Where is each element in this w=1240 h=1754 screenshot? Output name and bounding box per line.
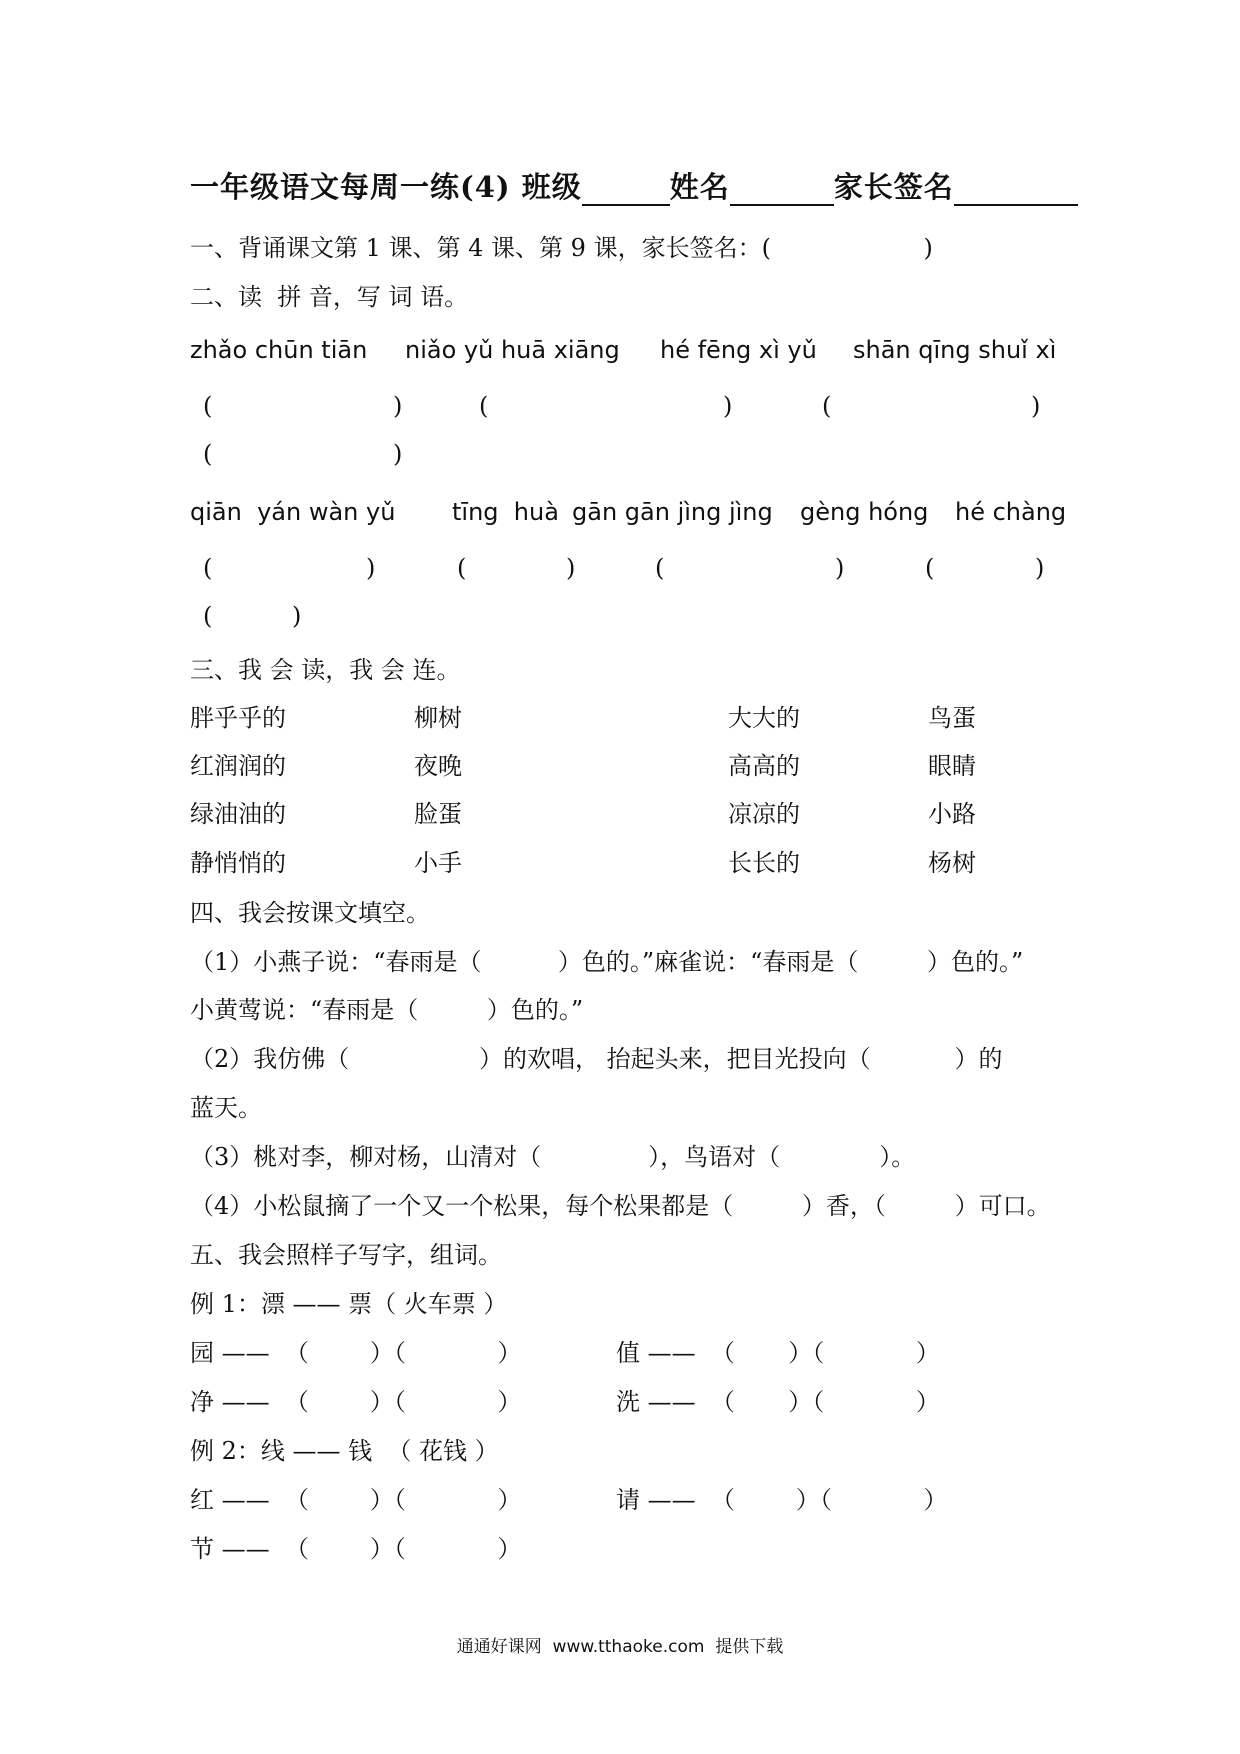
name-blank[interactable]	[730, 176, 834, 206]
class-blank[interactable]	[582, 176, 670, 206]
match-adjective[interactable]: 静悄悄的	[190, 849, 286, 877]
fill-blank-line: （4）小松鼠摘了一个又一个松果，每个松果都是（ ）香，（ ）可口。	[190, 1192, 1051, 1220]
match-adjective[interactable]: 绿油油的	[190, 800, 286, 828]
example-line: 例 2：线 —— 钱 （ 花钱 ）	[190, 1437, 499, 1465]
answer-paren[interactable]: (	[822, 392, 832, 420]
answer-paren[interactable]: (	[457, 554, 467, 582]
answer-paren[interactable]: )	[366, 554, 376, 582]
pinyin-item: gèng hóng	[800, 498, 929, 526]
class-label: 班级	[521, 170, 582, 204]
answer-paren[interactable]: )	[835, 554, 845, 582]
pinyin-item: niǎo yǔ huā xiāng	[405, 336, 620, 364]
match-noun[interactable]: 眼睛	[928, 752, 976, 780]
match-adjective[interactable]: 凉凉的	[728, 800, 800, 828]
pinyin-item: tīng huà	[452, 498, 559, 526]
example-line: 例 1：漂 —— 票（ 火车票 ）	[190, 1290, 508, 1318]
word-group-row: 净 —— （ ）（ ）	[190, 1388, 522, 1416]
answer-paren[interactable]: )	[292, 602, 302, 630]
footer-credit: 通通好课网 www.tthaoke.com 提供下载	[456, 1637, 784, 1657]
answer-paren[interactable]: )	[1035, 554, 1045, 582]
match-noun[interactable]: 夜晚	[414, 752, 462, 780]
answer-paren[interactable]: (	[203, 602, 213, 630]
section2-heading: 二、读 拼 音，写 词 语。	[190, 283, 469, 311]
fill-blank-line: （2）我仿佛（ ）的欢唱， 抬起头来，把目光投向（ ）的	[190, 1045, 1003, 1073]
word-group-row: 节 —— （ ）（ ）	[190, 1535, 522, 1563]
match-noun[interactable]: 柳树	[414, 704, 462, 732]
word-group-row: 值 —— （ ）（ ）	[616, 1339, 940, 1367]
answer-paren[interactable]: (	[479, 392, 489, 420]
title-main: 一年级语文每周一练(4)	[190, 170, 511, 204]
match-adjective[interactable]: 大大的	[728, 704, 800, 732]
answer-paren[interactable]: )	[566, 554, 576, 582]
pinyin-item: shān qīng shuǐ xì	[853, 336, 1057, 364]
word-group-row: 洗 —— （ ）（ ）	[616, 1388, 940, 1416]
match-noun[interactable]: 小手	[414, 849, 462, 877]
word-group-row: 请 —— （ ）（ ）	[616, 1486, 948, 1514]
answer-paren[interactable]: (	[925, 554, 935, 582]
parent-sign-label: 家长签名	[833, 170, 954, 204]
answer-paren[interactable]: )	[393, 392, 403, 420]
answer-paren[interactable]: (	[203, 392, 213, 420]
pinyin-item: zhǎo chūn tiān	[190, 336, 368, 364]
page-title	[190, 165, 1078, 206]
match-noun[interactable]: 鸟蛋	[928, 704, 976, 732]
parent-sign-blank[interactable]	[954, 176, 1078, 206]
fill-blank-line: 小黄莺说：“春雨是（ ）色的。”	[190, 996, 584, 1024]
answer-paren[interactable]: (	[203, 440, 213, 468]
answer-paren[interactable]: )	[723, 392, 733, 420]
match-adjective[interactable]: 高高的	[728, 752, 800, 780]
name-label: 姓名	[669, 170, 730, 204]
fill-blank-line: 蓝天。	[190, 1094, 262, 1122]
pinyin-item: gān gān jìng jìng	[572, 498, 773, 526]
fill-blank-line: （3）桃对李，柳对杨，山清对（ ），鸟语对（ ）。	[190, 1143, 916, 1171]
answer-paren[interactable]: (	[655, 554, 665, 582]
match-adjective[interactable]: 红润润的	[190, 752, 286, 780]
section3-heading: 三、我 会 读，我 会 连。	[190, 656, 461, 684]
match-adjective[interactable]: 胖乎乎的	[190, 704, 286, 732]
word-group-row: 园 —— （ ）（ ）	[190, 1339, 522, 1367]
pinyin-item: hé chàng	[955, 498, 1067, 526]
word-group-row: 红 —— （ ）（ ）	[190, 1486, 522, 1514]
match-adjective[interactable]: 长长的	[728, 849, 800, 877]
match-noun[interactable]: 脸蛋	[414, 800, 462, 828]
answer-paren[interactable]: )	[393, 440, 403, 468]
section5-heading: 五、我会照样子写字，组词。	[190, 1241, 502, 1269]
match-noun[interactable]: 杨树	[928, 849, 976, 877]
pinyin-item: hé fēng xì yǔ	[660, 336, 817, 364]
section4-heading: 四、我会按课文填空。	[190, 899, 430, 927]
section1-line: 一、背诵课文第 1 课、第 4 课、第 9 课，家长签名：( )	[190, 234, 933, 262]
fill-blank-line: （1）小燕子说：“春雨是（ ）色的。”麻雀说：“春雨是（ ）色的。”	[190, 948, 1024, 976]
answer-paren[interactable]: (	[203, 554, 213, 582]
answer-paren[interactable]: )	[1031, 392, 1041, 420]
pinyin-item: qiān yán wàn yǔ	[190, 498, 396, 526]
match-noun[interactable]: 小路	[928, 800, 976, 828]
